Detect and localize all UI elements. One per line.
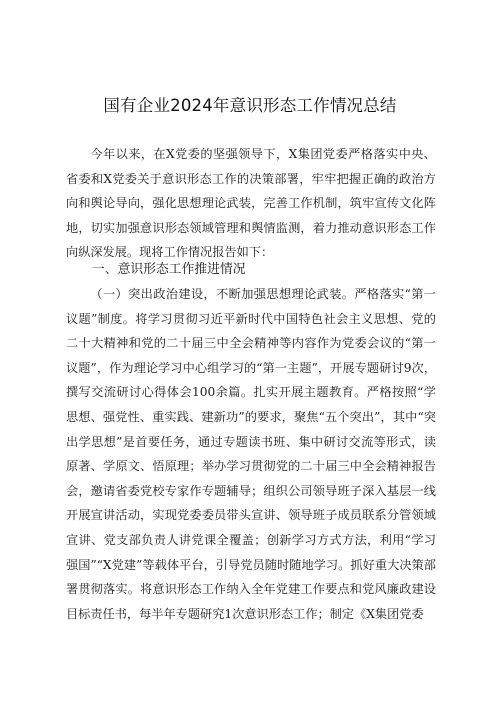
section-heading: 一、意识形态工作推进情况 [92, 262, 246, 277]
section1-paragraph: （一）突出政治建设，不断加强思想理论武装。严格落实“第一议题”制度。将学习贯彻习近平新时代中国特色社会主义思想、党的二十大精神和党的二十届三中全会精神等内容作为党委会议的“第一议题”，作为理论学习中心组学习的“第一主题”，开展专题研讨9次，撰写交流研讨心得体会100余篇。扎实开展主题教育。严格按照“学思想、强党性、重实践、建新功”的要求，聚焦“五个突出”，其中“突出学思想”是首要任务，通过专题读书班、集中研讨交流等形式，读原著、学原文、悟原理；举办学习贯彻党的二十届三中全会精神报告会，邀请省委党校专家作专题辅导；组织公司领导班子深入基层一线开展宣讲活动，实现党委委员带头宣讲、领导班子成员联系分管领域宣讲、党支部负责人讲党课全覆盖；创新学习方式方法，利用“学习强国”“X党建”等载体平台，引导党员随时随地学习。抓好重大决策部署贯彻落实。将意识形态工作纳入全年党建工作要点和党风廉政建设目标责任书，每半年专题研究1次意识形态工作；制定《X集团党委 [66, 287, 436, 621]
intro-paragraph: 今年以来，在X党委的坚强领导下，X集团党委严格落实中央、省委和X党委关于意识形态工作的决策部署，牢牢把握正确的政治方向和舆论导向，强化思想理论武装，完善工作机制，筑牢宣传文化阵地，切实加强意识形态领域管理和舆情监测，着力推动意识形态工作向纵深发展。现将工作情况报告如下： [66, 147, 436, 260]
document-title: 国有企业2024年意识形态工作情况总结 [103, 96, 397, 115]
section1-paragraph-block [66, 282, 436, 626]
intro-paragraph-block [66, 142, 436, 265]
